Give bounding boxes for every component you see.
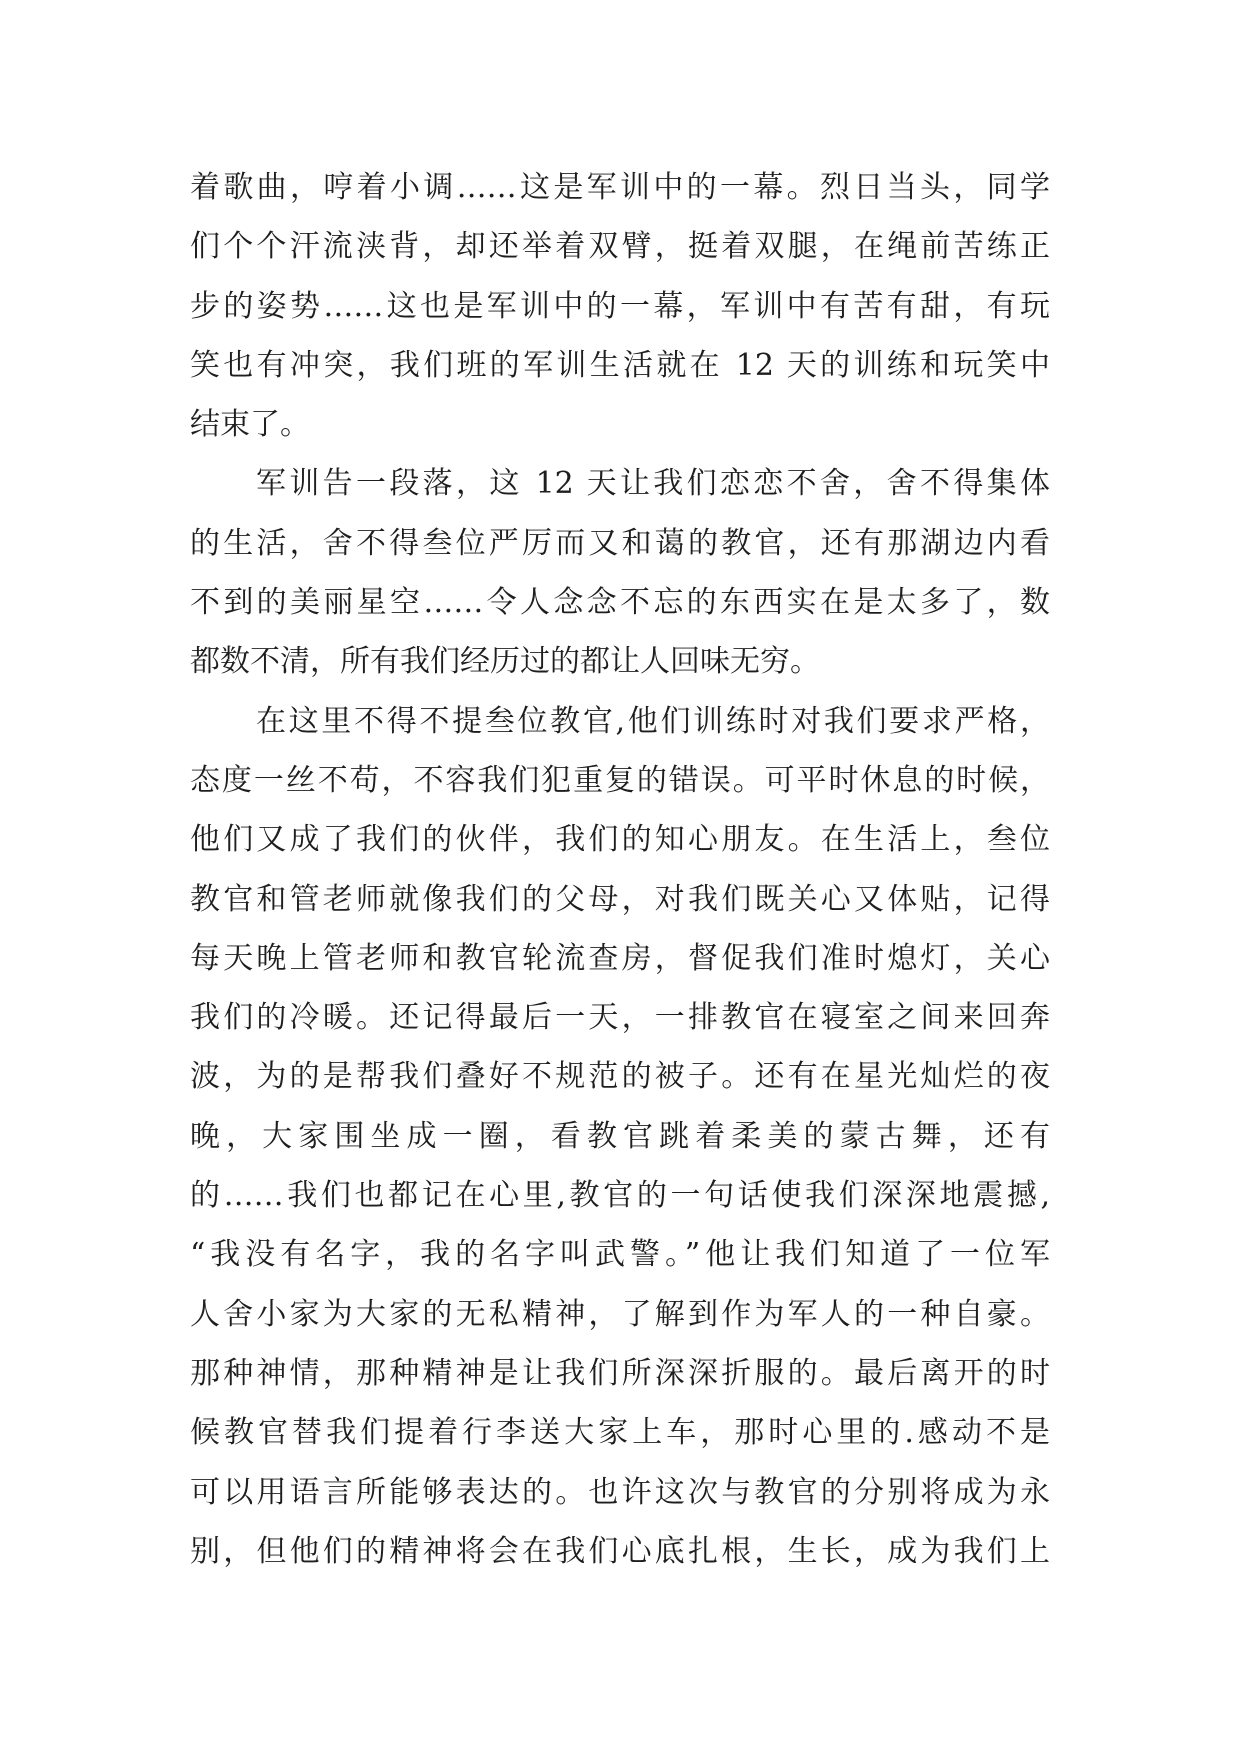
text-line: “我没有名字，我的名字叫武警。”他让我们知道了一位军: [190, 1237, 1050, 1273]
body-text: [190, 158, 1050, 1581]
text-line: 波，为的是帮我们叠好不规范的被子。还有在星光灿烂的夜: [190, 1059, 1050, 1095]
text-line: 态度一丝不苟，不容我们犯重复的错误。可平时休息的时候，: [190, 762, 1050, 798]
text-line: 不到的美丽星空……令人念念不忘的东西实在是太多了，数: [190, 585, 1050, 621]
text-line: 结束了。: [190, 407, 310, 443]
text-line: 别，但他们的精神将会在我们心底扎根，生长，成为我们上: [190, 1533, 1050, 1569]
text-line: 的……我们也都记在心里,教官的一句话使我们深深地震撼,: [190, 1178, 1050, 1214]
text-line: 笑也有冲突，我们班的军训生活就在 12 天的训练和玩笑中: [190, 347, 1050, 383]
text-line: 候教官替我们提着行李送大家上车，那时心里的.感动不是: [190, 1415, 1050, 1451]
text-line: 教官和管老师就像我们的父母，对我们既关心又体贴，记得: [190, 881, 1050, 917]
text-line: 都数不清，所有我们经历过的都让人回味无穷。: [190, 644, 820, 680]
text-line: 在这里不得不提叁位教官,他们训练时对我们要求严格，: [256, 703, 1050, 739]
text-line: 们个个汗流浃背，却还举着双臂，挺着双腿，在绳前苦练正: [190, 229, 1050, 265]
text-line: 每天晚上管老师和教官轮流查房，督促我们准时熄灯，关心: [190, 940, 1050, 976]
text-line: 步的姿势……这也是军训中的一幕，军训中有苦有甜，有玩: [190, 288, 1050, 324]
text-line: 那种神情，那种精神是让我们所深深折服的。最后离开的时: [190, 1355, 1050, 1391]
text-line: 着歌曲，哼着小调……这是军训中的一幕。烈日当头，同学: [190, 170, 1050, 205]
text-line: 的生活，舍不得叁位严厉而又和蔼的教官，还有那湖边内看: [190, 525, 1050, 561]
text-line: 可以用语言所能够表达的。也许这次与教官的分别将成为永: [190, 1474, 1050, 1510]
text-line: 我们的冷暖。还记得最后一天，一排教官在寝室之间来回奔: [190, 1000, 1050, 1036]
text-line: 晚，大家围坐成一圈，看教官跳着柔美的蒙古舞，还有: [190, 1118, 1050, 1154]
text-line: 他们又成了我们的伙伴，我们的知心朋友。在生活上，叁位: [190, 822, 1050, 858]
text-line: 人舍小家为大家的无私精神，了解到作为军人的一种自豪。: [190, 1296, 1050, 1332]
text-line: 军训告一段落，这 12 天让我们恋恋不舍，舍不得集体: [256, 466, 1050, 502]
